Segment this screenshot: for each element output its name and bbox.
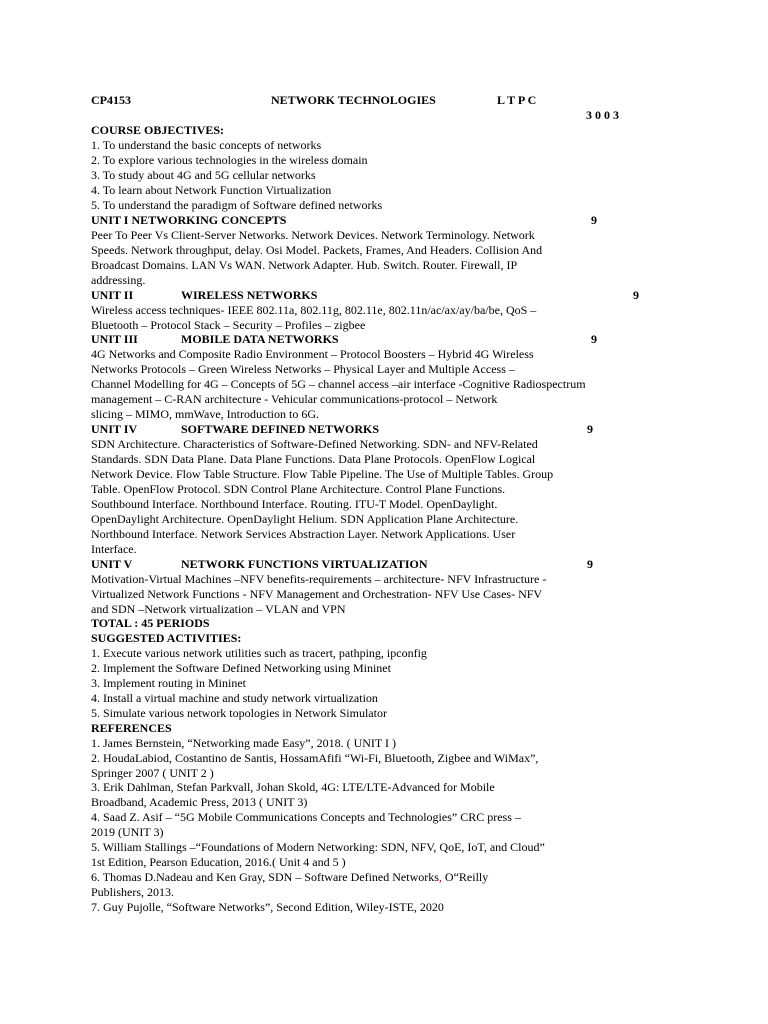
reference-line: 7. Guy Pujolle, “Software Networks”, Second Edition, Wiley-ISTE, 2020 [91, 900, 444, 914]
unit-4-title: SOFTWARE DEFINED NETWORKS [181, 422, 380, 436]
ltpc-label: L T P C [497, 93, 537, 107]
unit-4-text: Interface. [91, 542, 137, 556]
unit-3-hours: 9 [591, 332, 597, 346]
activity-item: 5. Simulate various network topologies in Network Simulator [91, 706, 387, 720]
unit-2-text: Wireless access techniques- IEEE 802.11a, 802.11g, 802.11e, 802.11n/ac/ax/ay/ba/be, QoS – [91, 303, 537, 317]
activity-item: 4. Install a virtual machine and study network virtualization [91, 691, 378, 705]
unit-4-text: Network Device. Flow Table Structure. Flow Table Pipeline. The Use of Multiple Tables. Group [91, 467, 554, 481]
unit-2-title: WIRELESS NETWORKS [181, 288, 318, 302]
unit-4-text: Standards. SDN Data Plane. Data Plane Functions. Data Plane Protocols. OpenFlow Logical [91, 452, 536, 466]
unit-3-title: MOBILE DATA NETWORKS [181, 332, 339, 346]
objective-item: 1. To understand the basic concepts of networks [91, 138, 322, 152]
unit-1-text: addressing. [91, 273, 146, 287]
unit-4-text: OpenDaylight Architecture. OpenDaylight Helium. SDN Application Plane Architecture. [91, 512, 519, 526]
course-title: NETWORK TECHNOLOGIES [271, 93, 436, 107]
reference-6-comma: , [438, 870, 442, 884]
reference-6-line [91, 870, 488, 885]
reference-line: 2. HoudaLabiod, Costantino de Santis, HossamAfifi “Wi-Fi, Bluetooth, Zigbee and WiMax”, [91, 751, 539, 765]
unit-1-heading: UNIT I NETWORKING CONCEPTS [91, 213, 287, 227]
reference-6-publisher: O“Reilly [441, 870, 489, 884]
activities-heading: SUGGESTED ACTIVITIES: [91, 631, 242, 645]
reference-line: 1. James Bernstein, “Networking made Easy”, 2018. ( UNIT I ) [91, 736, 397, 750]
reference-line: 1st Edition, Pearson Education, 2016.( Unit 4 and 5 ) [91, 855, 346, 869]
unit-5-label: UNIT V [91, 557, 133, 571]
reference-line: Broadband, Academic Press, 2013 ( UNIT 3) [91, 795, 308, 809]
unit-4-label: UNIT IV [91, 422, 138, 436]
activity-item: 2. Implement the Software Defined Networking using Mininet [91, 661, 391, 675]
activity-item: 3. Implement routing in Mininet [91, 676, 246, 690]
unit-2-label: UNIT II [91, 288, 134, 302]
unit-1-hours: 9 [591, 213, 597, 227]
reference-line: Springer 2007 ( UNIT 2 ) [91, 766, 214, 780]
activity-item: 1. Execute various network utilities such as tracert, pathping, ipconfig [91, 646, 427, 660]
unit-3-text: 4G Networks and Composite Radio Environment – Protocol Boosters – Hybrid 4G Wireless [91, 347, 534, 361]
unit-3-text: Channel Modelling for 4G – Concepts of 5G – channel access –air interface -Cognitive Radiospectrum [91, 377, 586, 391]
unit-2-text: Bluetooth – Protocol Stack – Security – Profiles – zigbee [91, 318, 366, 332]
unit-1-text: Speeds. Network throughput, delay. Osi Model. Packets, Frames, And Headers. Collision And [91, 243, 543, 257]
reference-line: 5. William Stallings –“Foundations of Modern Networking: SDN, NFV, QoE, IoT, and Cloud” [91, 840, 545, 854]
course-code: CP4153 [91, 93, 131, 107]
reference-line: 3. Erik Dahlman, Stefan Parkvall, Johan Skold, 4G: LTE/LTE-Advanced for Mobile [91, 780, 495, 794]
ltpc-values: 3 0 0 3 [586, 108, 619, 122]
unit-5-text: and SDN –Network virtualization – VLAN and VPN [91, 602, 346, 616]
reference-line: 2019 (UNIT 3) [91, 825, 164, 839]
unit-1-text: Peer To Peer Vs Client-Server Networks. Network Devices. Network Terminology. Network [91, 228, 535, 242]
unit-3-text: Networks Protocols – Green Wireless Networks – Physical Layer and Multiple Access – [91, 362, 515, 376]
objective-item: 5. To understand the paradigm of Software defined networks [91, 198, 383, 212]
unit-4-text: Southbound Interface. Northbound Interface. Routing. ITU-T Model. OpenDaylight. [91, 497, 498, 511]
unit-4-text: Table. OpenFlow Protocol. SDN Control Plane Architecture. Control Plane Functions. [91, 482, 506, 496]
unit-4-text: Northbound Interface. Network Services Abstraction Layer. Network Applications. User [91, 527, 516, 541]
unit-3-text: slicing – MIMO, mmWave, Introduction to 6G. [91, 407, 320, 421]
unit-4-text: SDN Architecture. Characteristics of Software-Defined Networking. SDN- and NFV-Related [91, 437, 538, 451]
unit-4-hours: 9 [587, 422, 593, 436]
reference-line: Publishers, 2013. [91, 885, 175, 899]
objective-item: 3. To study about 4G and 5G cellular networks [91, 168, 316, 182]
unit-2-hours: 9 [633, 288, 639, 302]
reference-line: 4. Saad Z. Asif – “5G Mobile Communications Concepts and Technologies” CRC press – [91, 810, 521, 824]
objective-item: 4. To learn about Network Function Virtualization [91, 183, 332, 197]
reference-6-text: 6. Thomas D.Nadeau and Ken Gray, SDN – Software Defined Networks [91, 870, 439, 884]
references-heading: REFERENCES [91, 721, 172, 735]
total-periods: TOTAL : 45 PERIODS [91, 616, 210, 630]
unit-5-text: Virtualized Network Functions - NFV Management and Orchestration- NFV Use Cases- NFV [91, 587, 543, 601]
unit-5-text: Motivation-Virtual Machines –NFV benefits-requirements – architecture- NFV Infrastructure - [91, 572, 547, 586]
unit-5-title: NETWORK FUNCTIONS VIRTUALIZATION [181, 557, 428, 571]
unit-3-text: management – C-RAN architecture - Vehicular communications-protocol – Network [91, 392, 498, 406]
unit-5-hours: 9 [587, 557, 593, 571]
objective-item: 2. To explore various technologies in the wireless domain [91, 153, 368, 167]
objectives-heading: COURSE OBJECTIVES: [91, 123, 225, 137]
unit-3-label: UNIT III [91, 332, 138, 346]
unit-1-text: Broadcast Domains. LAN Vs WAN. Network Adapter. Hub. Switch. Router. Firewall, IP [91, 258, 518, 272]
